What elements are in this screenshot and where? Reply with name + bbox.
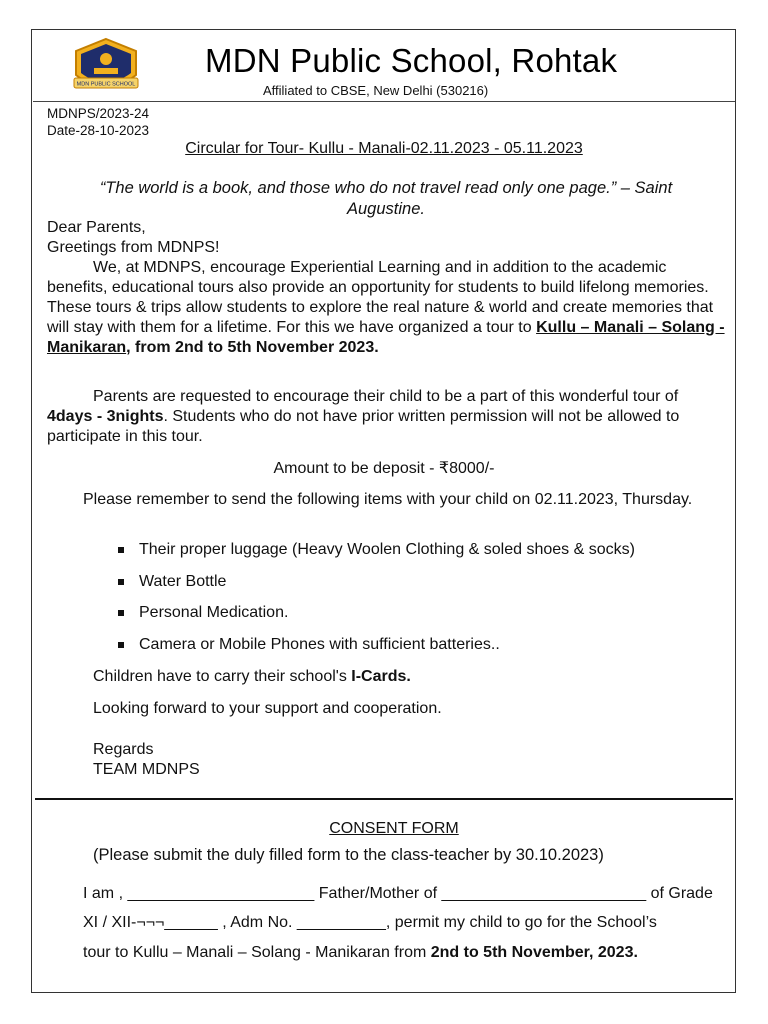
list-item: Their proper luggage (Heavy Woolen Clothing & soled shoes & socks) xyxy=(118,540,635,572)
cut-line xyxy=(35,798,733,800)
consent-destination: Kullu – Manali – Solang - Manikaran xyxy=(132,944,390,961)
regards: Regards xyxy=(93,741,154,758)
consent-dates: 2nd to 5th November, 2023. xyxy=(430,944,638,961)
paragraph-2 xyxy=(47,387,727,447)
paragraph-1-text: We, at MDNPS, encourage Experiential Learning and in addition to the academic benefits, educational tours also provide an opportunity for students to build lifelong memories. These tours & trips allow students to explore the real nature & world and create memories that will stay with them for a lifetime. For this we have organized a tour to xyxy=(47,259,714,336)
consent-line-3 xyxy=(83,944,638,962)
consent-note: (Please submit the duly filled form to the class-teacher by 30.10.2023) xyxy=(93,846,604,864)
team-signature: TEAM MDNPS xyxy=(93,761,200,778)
tour-duration: 4days - 3nights xyxy=(47,408,164,425)
tour-dates: from 2nd to 5th November 2023. xyxy=(130,339,379,356)
affiliation: Affiliated to CBSE, New Delhi (530216) xyxy=(263,83,489,98)
comma: , xyxy=(126,339,131,356)
list-item: Camera or Mobile Phones with sufficient batteries.. xyxy=(118,635,635,667)
list-item: Water Bottle xyxy=(118,572,635,604)
consent-line-3-b: from xyxy=(389,944,431,961)
consent-title: CONSENT FORM xyxy=(329,820,459,837)
support-line: Looking forward to your support and cooperation. xyxy=(93,700,442,717)
paragraph-2-text-a: Parents are requested to encourage their child to be a part of this wonderful tour of xyxy=(93,388,679,405)
icard-note xyxy=(93,668,411,686)
icard-bold: I-Cards. xyxy=(351,668,411,685)
logo-text: MDN PUBLIC SCHOOL xyxy=(76,81,136,88)
circular-title: Circular for Tour- Kullu - Manali-02.11.2023 - 05.11.2023 xyxy=(185,140,583,157)
quote: “The world is a book, and those who do not travel read only one page.” – Saint Augustine. xyxy=(99,179,673,218)
paragraph-2-text-b: . Students who do not have prior written permission will not be allowed to participate in this tour. xyxy=(47,408,680,445)
circular-date: Date-28-10-2023 xyxy=(47,123,150,138)
list-item: Personal Medication. xyxy=(118,603,635,635)
reminder xyxy=(47,490,727,510)
greeting-line: Greetings from MDNPS! xyxy=(47,239,220,256)
icard-text: Children have to carry their school's xyxy=(93,668,352,685)
salutation: Dear Parents, xyxy=(47,219,146,236)
reminder-text: Please remember to send the following items with your child on 02.11.2023, Thursday. xyxy=(83,491,693,508)
items-list xyxy=(118,540,635,666)
consent-line-1: I am , _____________________ Father/Mother of _______________________ of Grade xyxy=(83,885,713,902)
reference-number: MDNPS/2023-24 xyxy=(47,106,150,121)
consent-line-2: XI / XII-¬¬¬______ , Adm No. __________, permit my child to go for the School’s xyxy=(83,914,657,931)
consent-line-3-a: tour to xyxy=(83,944,133,961)
deposit-amount: Amount to be deposit - ₹8000/- xyxy=(273,460,495,477)
paragraph-1 xyxy=(47,258,727,358)
school-logo xyxy=(70,37,142,99)
school-name: MDN Public School, Rohtak xyxy=(205,42,618,79)
header-divider xyxy=(33,101,735,102)
tour-destination: Kullu – Manali – Solang - Manikaran xyxy=(47,319,725,356)
